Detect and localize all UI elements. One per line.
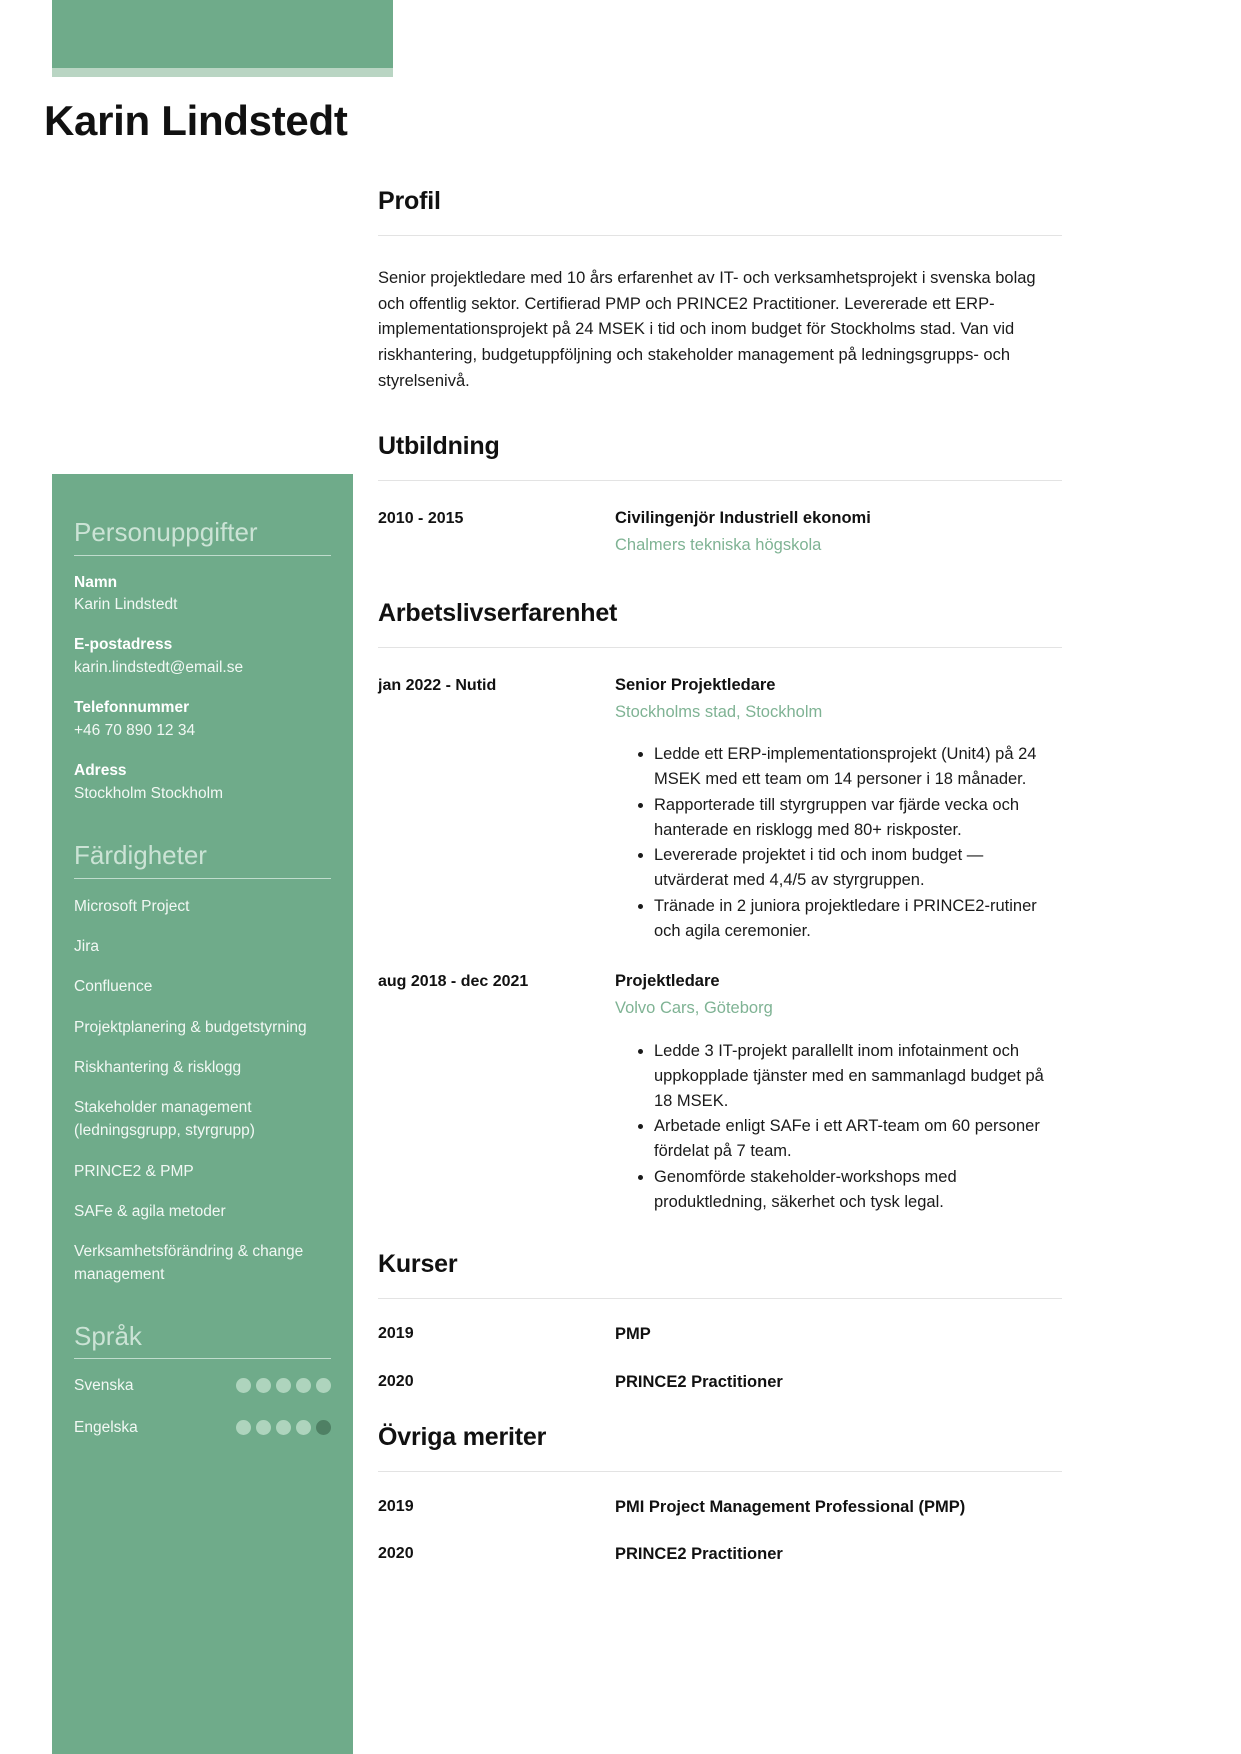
entry-name: PRINCE2 Practitioner: [615, 1372, 783, 1391]
language-name: Engelska: [74, 1418, 138, 1436]
skill-item: Projektplanering & budgetstyrning: [74, 1018, 307, 1036]
language-name: Svenska: [74, 1377, 134, 1394]
contact-label: E-postadress: [74, 636, 173, 654]
contact-value: Karin Lindstedt: [74, 595, 178, 613]
contact-value: +46 70 890 12 34: [74, 721, 196, 739]
entry-role-title: Senior Projektledare: [615, 675, 776, 694]
level-dot-filled: [276, 1378, 291, 1393]
section-title-profile: Profil: [378, 187, 441, 215]
section-title-other-merits: Övriga meriter: [378, 1422, 547, 1451]
entry-institution: Chalmers tekniska högskola: [615, 535, 822, 554]
contact-item: [74, 634, 331, 679]
skill-item: Verksamhetsförändring & change management: [74, 1243, 304, 1284]
section-other-merits: [378, 1422, 1062, 1566]
section-profile: [378, 186, 1062, 395]
entry-period: 2020: [378, 1544, 414, 1562]
header-accent-underbar: [52, 68, 393, 77]
entry-bullet: • Ledde ett ERP-implementationsprojekt (Unit4) på 24 MSEK med ett team om 14 personer i 18 månader.: [654, 742, 1062, 792]
language-row: [74, 1375, 331, 1397]
entry-bullet: • Rapporterade till styrgruppen var fjärde vecka och hanterade en risklogg med 80+ riskposter.: [654, 793, 1062, 843]
entry-bullet: • Ledde 3 IT-projekt parallellt inom infotainment och uppkopplade tjänster med en sammanlagd budget på 18 MSEK.: [654, 1039, 1062, 1113]
merit-entry: [378, 1496, 1062, 1519]
level-dot-filled: [256, 1420, 271, 1435]
contact-label: Namn: [74, 573, 118, 591]
merits-list: [378, 1496, 1062, 1566]
level-dot-filled: [276, 1420, 291, 1435]
section-courses: [378, 1249, 1062, 1393]
entry-bullet: • Genomförde stakeholder-workshops med produktledning, säkerhet och tysk legal.: [654, 1165, 1062, 1215]
level-dot-filled: [316, 1378, 331, 1393]
skill-item: PRINCE2 & PMP: [74, 1162, 194, 1180]
experience-list: [378, 674, 1062, 1216]
spacer: [378, 1394, 1062, 1422]
skill-item: SAFe & agila metoder: [74, 1202, 226, 1220]
entry-bullet-list: [615, 742, 1062, 943]
header-accent-block: [52, 0, 393, 68]
sidebar-divider: [74, 878, 331, 879]
entry-bullet: • Levererade projektet i tid och inom budget — utvärderat med 4,4/5 av styrgruppen.: [654, 843, 1062, 893]
profile-text: Senior projektledare med 10 års erfarenhet av IT- och verksamhetsprojekt i svenska bolag och offentlig sektor. Certifierad PMP och PRINCE2 Practitioner. Levererade ett ERP-implementationsprojekt på 24 MSEK i tid och inom budget för Stockholms stad. Van vid riskhantering, budgetuppföljning och stakeholder management på ledningsgrupps- och styrelsenivå.: [378, 269, 1036, 390]
entry-period: 2019: [378, 1325, 414, 1343]
sidebar-section-personal: [74, 500, 331, 805]
level-dot-filled: [236, 1420, 251, 1435]
entry-employer: Stockholms stad, Stockholm: [615, 702, 823, 721]
contact-item: [74, 760, 331, 805]
entry-bullet-list: [615, 1039, 1062, 1214]
sidebar: [52, 474, 353, 1754]
section-title-experience: Arbetslivserfarenhet: [378, 598, 618, 627]
entry-name: PRINCE2 Practitioner: [615, 1544, 783, 1563]
language-list: [74, 1375, 331, 1438]
section-education: [378, 431, 1062, 558]
skill-item: Microsoft Project: [74, 897, 190, 915]
merit-entry: [378, 1543, 1062, 1566]
level-dot-filled: [256, 1378, 271, 1393]
spacer: [378, 1215, 1062, 1249]
entry-bullet: • Arbetade enligt SAFe i ett ART-team om 60 personer fördelat på 7 team.: [654, 1114, 1062, 1164]
skill-list: [74, 895, 331, 1287]
sidebar-heading-skills: Färdigheter: [74, 840, 207, 871]
contact-label: Telefonnummer: [74, 699, 190, 717]
language-row: [74, 1417, 331, 1439]
education-list: [378, 507, 1062, 558]
entry-degree: Civilingenjör Industriell ekonomi: [615, 508, 871, 527]
contact-value: karin.lindstedt@email.se: [74, 658, 244, 676]
courses-list: [378, 1323, 1062, 1393]
entry-period: jan 2022 - Nutid: [378, 676, 497, 694]
level-dot-empty: [316, 1420, 331, 1435]
sidebar-divider: [74, 555, 331, 556]
section-title-education: Utbildning: [378, 431, 500, 460]
entry-period: aug 2018 - dec 2021: [378, 973, 529, 991]
entry-body: [615, 970, 1062, 1215]
entry-name: PMP: [615, 1325, 651, 1344]
entry-body: [615, 507, 1062, 558]
language-level-dots: [236, 1378, 331, 1393]
entry-body: [615, 674, 1062, 945]
sidebar-heading-languages: Språk: [74, 1320, 142, 1351]
experience-entry: [378, 674, 1062, 945]
spacer: [378, 558, 1062, 598]
contact-item: [74, 572, 331, 617]
experience-entry: [378, 970, 1062, 1215]
section-divider: [378, 647, 1062, 648]
language-level-dots: [236, 1420, 331, 1435]
entry-role-title: Projektledare: [615, 972, 720, 991]
level-dot-filled: [296, 1420, 311, 1435]
section-divider: [378, 235, 1062, 236]
sidebar-section-languages: [74, 1304, 331, 1439]
contact-value: Stockholm Stockholm: [74, 784, 224, 802]
entry-period: 2020: [378, 1372, 414, 1390]
skill-item: Stakeholder management (ledningsgrupp, styrgrupp): [74, 1099, 255, 1140]
sidebar-divider: [74, 1358, 331, 1359]
entry-period: 2019: [378, 1497, 414, 1515]
course-entry: [378, 1323, 1062, 1346]
entry-period: 2010 - 2015: [378, 509, 464, 527]
skill-item: Jira: [74, 938, 99, 955]
sidebar-heading-personal: Personuppgifter: [74, 517, 258, 547]
section-divider: [378, 480, 1062, 481]
section-experience: [378, 598, 1062, 1216]
section-divider: [378, 1471, 1062, 1472]
contact-list: [74, 572, 331, 806]
section-title-courses: Kurser: [378, 1250, 458, 1279]
contact-label: Adress: [74, 762, 127, 780]
level-dot-filled: [296, 1378, 311, 1393]
entry-name: PMI Project Management Professional (PMP): [615, 1497, 966, 1516]
skill-item: Confluence: [74, 978, 153, 996]
contact-item: [74, 697, 331, 742]
entry-employer: Volvo Cars, Göteborg: [615, 999, 773, 1018]
entry-bullet: • Tränade in 2 juniora projektledare i PRINCE2-rutiner och agila ceremonier.: [654, 894, 1062, 944]
course-entry: [378, 1371, 1062, 1394]
education-entry: [378, 507, 1062, 558]
section-divider: [378, 1298, 1062, 1299]
main-content: [378, 186, 1062, 1566]
level-dot-filled: [236, 1378, 251, 1393]
page-title: Karin Lindstedt: [44, 97, 348, 144]
skill-item: Riskhantering & risklogg: [74, 1058, 242, 1076]
sidebar-section-skills: [74, 823, 331, 1286]
